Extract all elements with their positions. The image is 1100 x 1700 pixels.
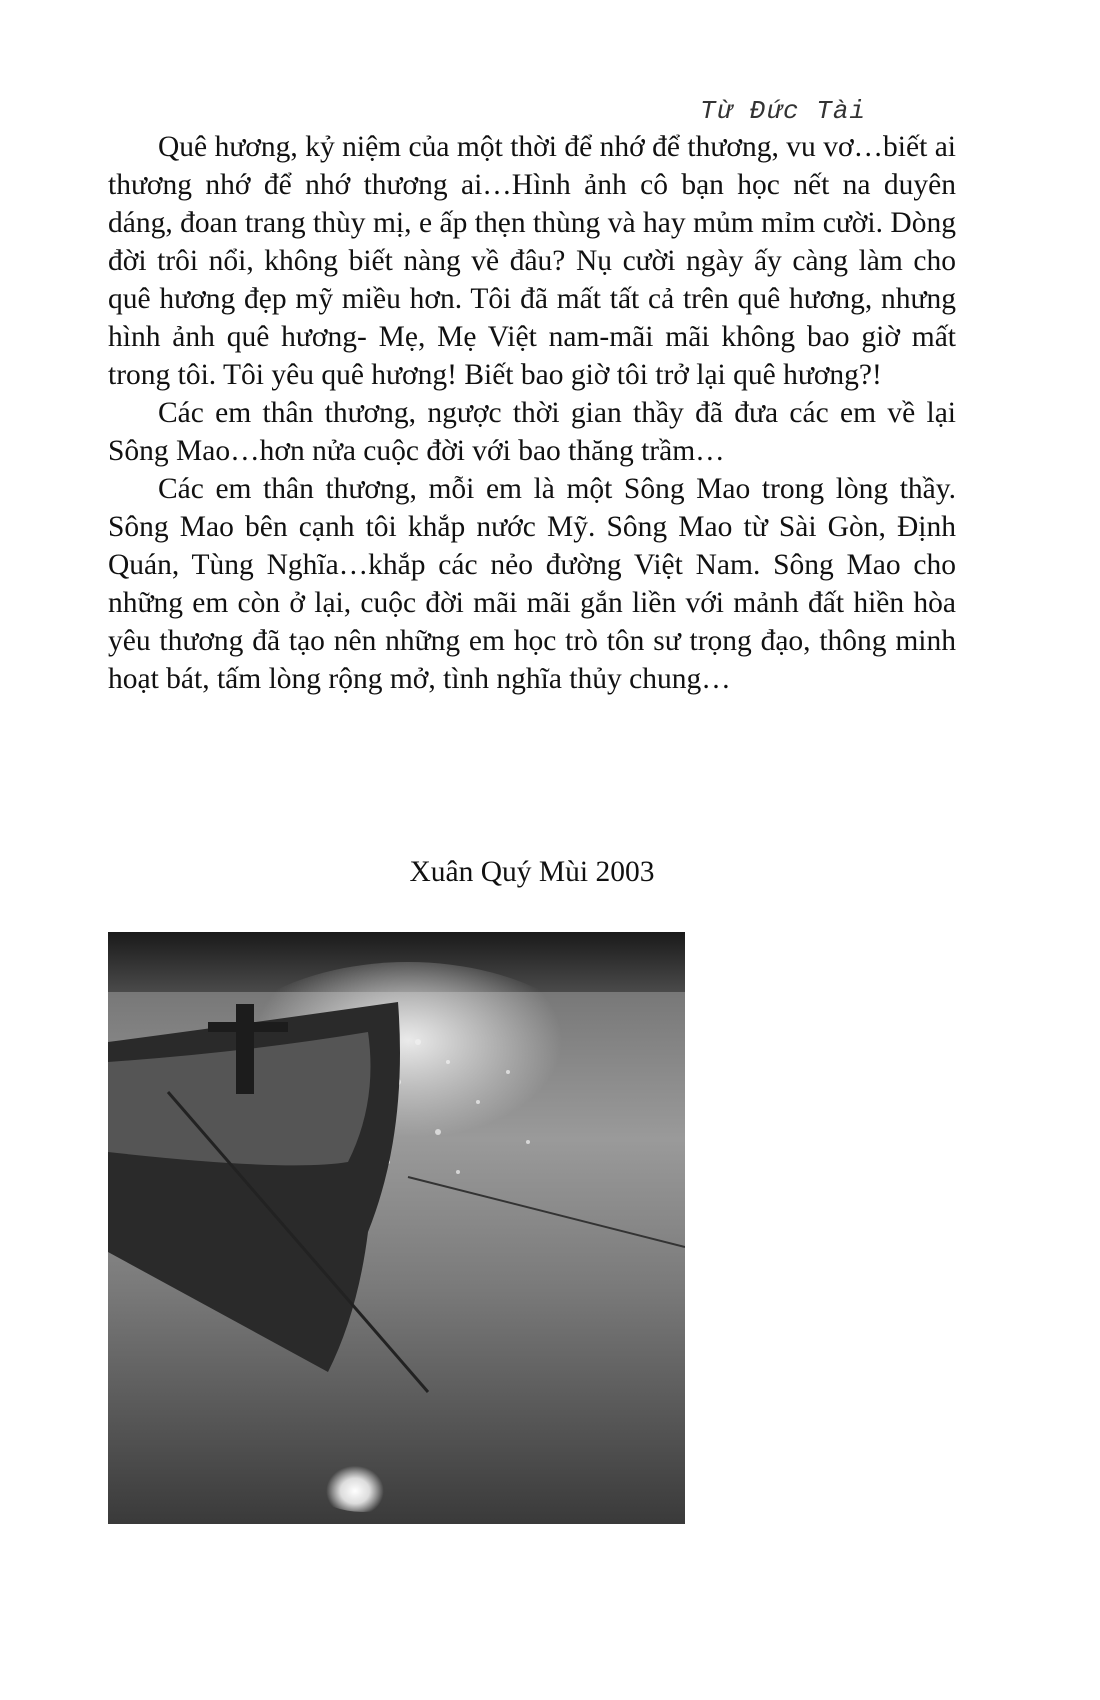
paragraph-1: Quê hương, kỷ niệm của một thời để nhớ để thương, vu vơ…biết ai thương nhớ để nhớ thương ai…Hình ảnh cô bạn học nết na duyên dáng, đoan trang thùy mị, e ấp thẹn thùng và hay mủm mỉm cười. Dòng đời trôi nổi, không biết nàng về đâu? Nụ cười ngày ấy càng làm cho quê hương đẹp mỹ miều hơn. Tôi đã mất tất cả trên quê hương, nhưng hình ảnh quê hương- Mẹ, Mẹ Việt nam-mãi mãi không bao giờ mất trong tôi. Tôi yêu quê hương! Biết bao giờ tôi trở lại quê hương?! xyxy=(108,131,956,391)
author-header: Từ Đức Tài xyxy=(700,96,867,126)
date-line: Xuân Quý Mùi 2003 xyxy=(409,856,655,888)
boat-river-photo xyxy=(108,932,685,1524)
paragraph-3: Các em thân thương, mỗi em là một Sông Mao trong lòng thầy. Sông Mao bên cạnh tôi khắp nước Mỹ. Sông Mao từ Sài Gòn, Định Quán, Tùng Nghĩa…khắp các nẻo đường Việt Nam. Sông Mao cho những em còn ở lại, cuộc đời mãi mãi gắn liền với mảnh đất hiền hòa yêu thương đã tạo nên những em học trò tôn sư trọng đạo, thông minh hoạt bát, tấm lòng rộng mở, tình nghĩa thủy chung… xyxy=(108,473,956,695)
body-text xyxy=(108,128,956,698)
paragraph-2: Các em thân thương, ngược thời gian thầy đã đưa các em về lại Sông Mao…hơn nửa cuộc đời với bao thăng trầm… xyxy=(108,397,956,467)
